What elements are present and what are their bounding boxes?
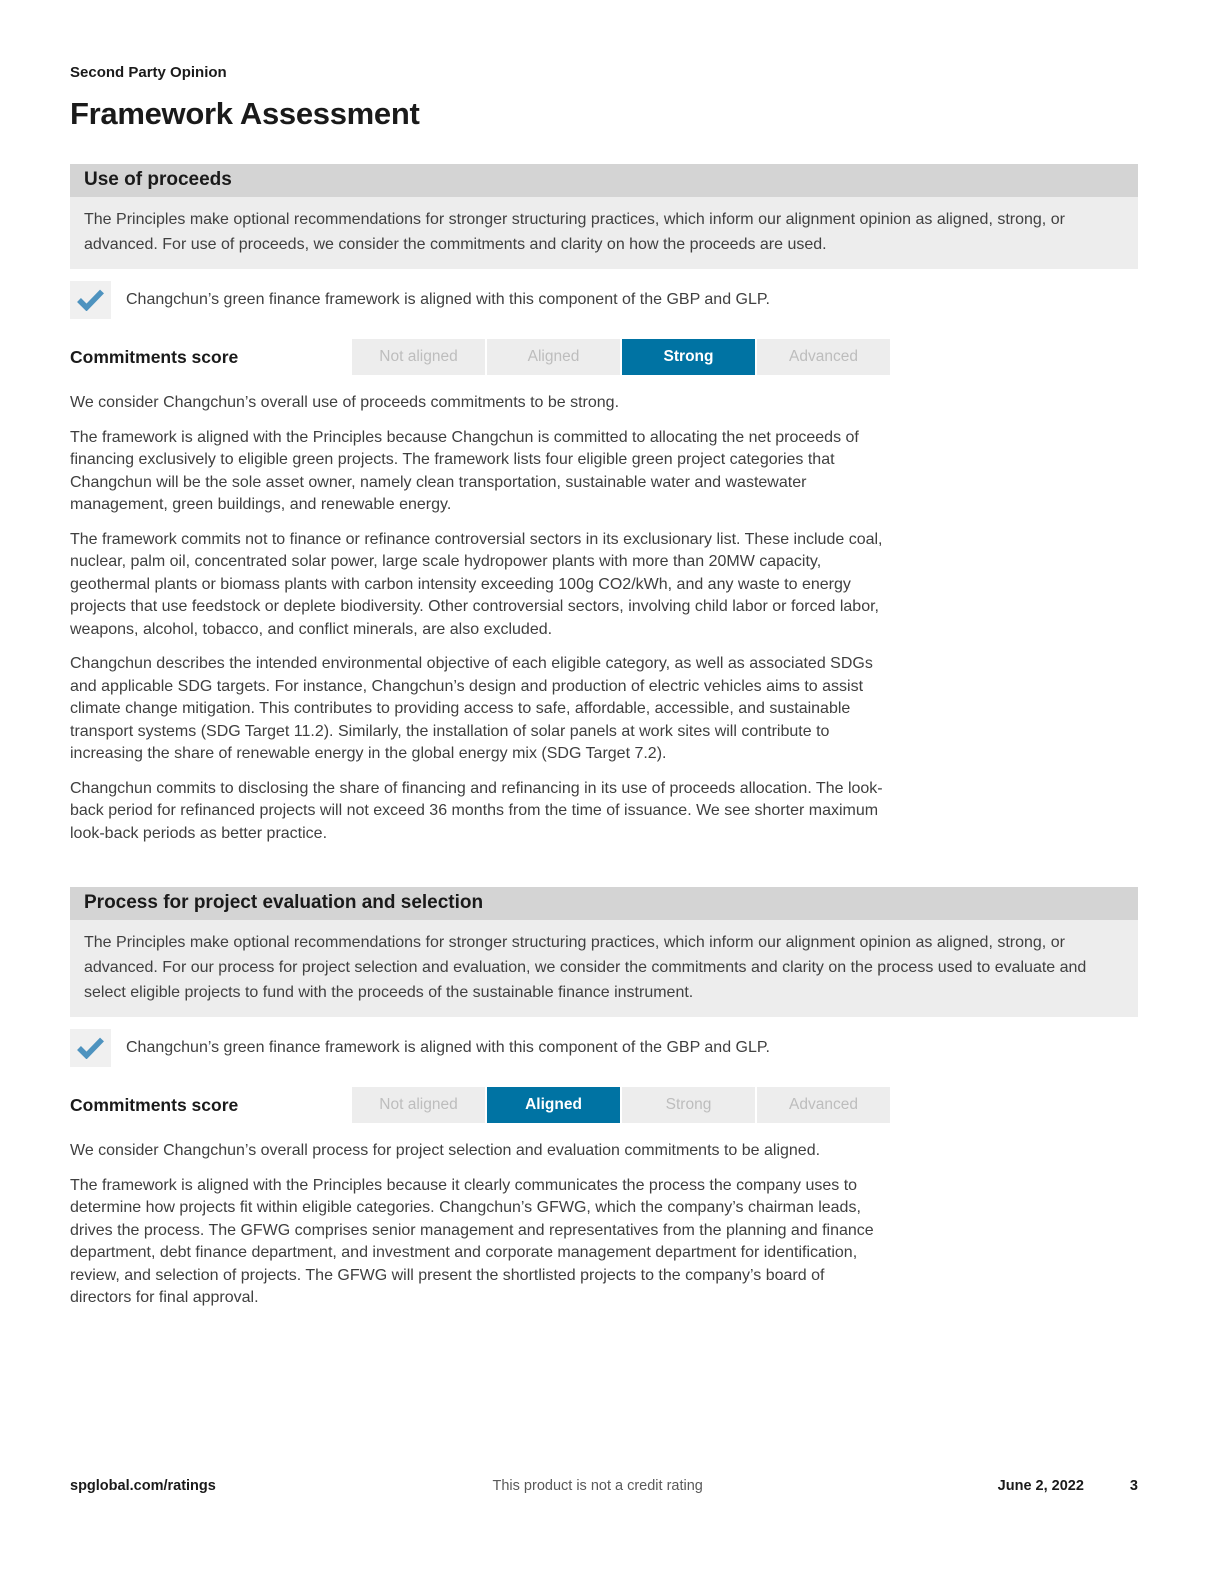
commitments-score-row — [70, 1087, 1138, 1123]
footer-date: June 2, 2022 — [997, 1478, 1084, 1494]
section-header-use-of-proceeds: Use of proceeds — [70, 164, 1138, 197]
document-type-label: Second Party Opinion — [70, 64, 227, 81]
commitments-score-label: Commitments score — [70, 346, 239, 367]
alignment-statement-row — [70, 281, 1138, 319]
paragraph: The framework is aligned with the Principles because Changchun is committed to allocating the net proceeds of financing exclusively to eligible green projects. The framework lists four eligible green project categories that Changchun will be the sole asset owner, namely clean transportation, sustainable water and wastewater management, green buildings, and renewable energy. — [70, 428, 859, 513]
footer-disclaimer: This product is not a credit rating — [492, 1478, 703, 1494]
score-scale — [352, 339, 890, 375]
page-footer — [70, 1478, 1138, 1498]
section-intro-process-evaluation-selection: The Principles make optional recommendations for stronger structuring practices, which inform our alignment opinion as aligned, strong, or advanced. For our process for project selection and evaluation, we consider the commitments and clarity on the process used to evaluate and select eligible projects to fund with the proceeds of the sustainable finance instrument. — [70, 920, 1138, 1017]
paragraph: The framework is aligned with the Principles because it clearly communicates the process the company uses to determine how projects fit within eligible categories. Changchun’s GFWG, which the company’s chairman leads, drives the process. The GFWG comprises senior management and representatives from the planning and finance department, debt finance department, and investment and corporate management department for identification, review, and selection of projects. The GFWG will present the shortlisted projects to the company’s board of directors for final approval. — [70, 1176, 874, 1306]
section-intro-use-of-proceeds: The Principles make optional recommendations for stronger structuring practices, which inform our alignment opinion as aligned, strong, or advanced. For use of proceeds, we consider the commitments and clarity on how the proceeds are used. — [70, 197, 1138, 269]
check-icon — [70, 1029, 111, 1067]
paragraph: We consider Changchun’s overall process for project selection and evaluation commitments to be aligned. — [70, 1142, 821, 1159]
commitments-score-row — [70, 339, 1138, 375]
score-option-not-aligned: Not aligned — [352, 1087, 485, 1123]
paragraph: Changchun describes the intended environmental objective of each eligible category, as well as associated SDGs and applicable SDG targets. For instance, Changchun’s design and production of electric vehicles aims to assist climate change mitigation. This contributes to providing access to safe, affordable, accessible, and sustainable transport systems (SDG Target 11.2). Similarly, the installation of solar panels at work sites will contribute to increasing the share of renewable energy in the global energy mix (SDG Target 7.2). — [70, 655, 873, 762]
score-option-strong: Strong — [622, 1087, 755, 1123]
commitments-score-label: Commitments score — [70, 1094, 239, 1115]
paragraph: The framework commits not to finance or refinance controversial sectors in its exclusionary list. These include coal, nuclear, palm oil, concentrated solar power, large scale hydropower plants with more than 20MW capacity, geothermal plants or biomass plants with carbon intensity exceeding 100g CO2/kWh, and any waste to energy projects that use feedstock or deplete biodiversity. Other controversial sectors, involving child labor or forced labor, weapons, alcohol, tobacco, and conflict minerals, are also excluded. — [70, 530, 883, 638]
check-icon — [70, 281, 111, 319]
alignment-statement-row — [70, 1029, 1138, 1067]
section-header-process-evaluation-selection: Process for project evaluation and selection — [70, 887, 1138, 920]
footer-date-page — [998, 1478, 1138, 1494]
score-option-strong-selected: Strong — [622, 339, 755, 375]
score-option-aligned: Aligned — [487, 339, 620, 375]
footer-page-number: 3 — [1129, 1478, 1138, 1494]
paragraph: We consider Changchun’s overall use of proceeds commitments to be strong. — [70, 394, 620, 411]
section-use-of-proceeds — [70, 164, 1138, 845]
section-process-evaluation-selection — [70, 887, 1138, 1310]
alignment-statement: Changchun’s green finance framework is aligned with this component of the GBP and GLP. — [126, 1039, 770, 1056]
score-option-advanced: Advanced — [757, 1087, 890, 1123]
alignment-statement: Changchun’s green finance framework is aligned with this component of the GBP and GLP. — [126, 291, 770, 308]
score-option-aligned-selected: Aligned — [487, 1087, 620, 1123]
paragraph: Changchun commits to disclosing the share of financing and refinancing in its use of proceeds allocation. The look-back period for refinanced projects will not exceed 36 months from the time of issuance. We see shorter maximum look-back periods as better practice. — [70, 779, 883, 842]
score-scale — [352, 1087, 890, 1123]
page-title: Framework Assessment — [70, 96, 420, 131]
footer-ratings-link[interactable]: spglobal.com/ratings — [70, 1478, 216, 1494]
score-option-advanced: Advanced — [757, 339, 890, 375]
score-option-not-aligned: Not aligned — [352, 339, 485, 375]
